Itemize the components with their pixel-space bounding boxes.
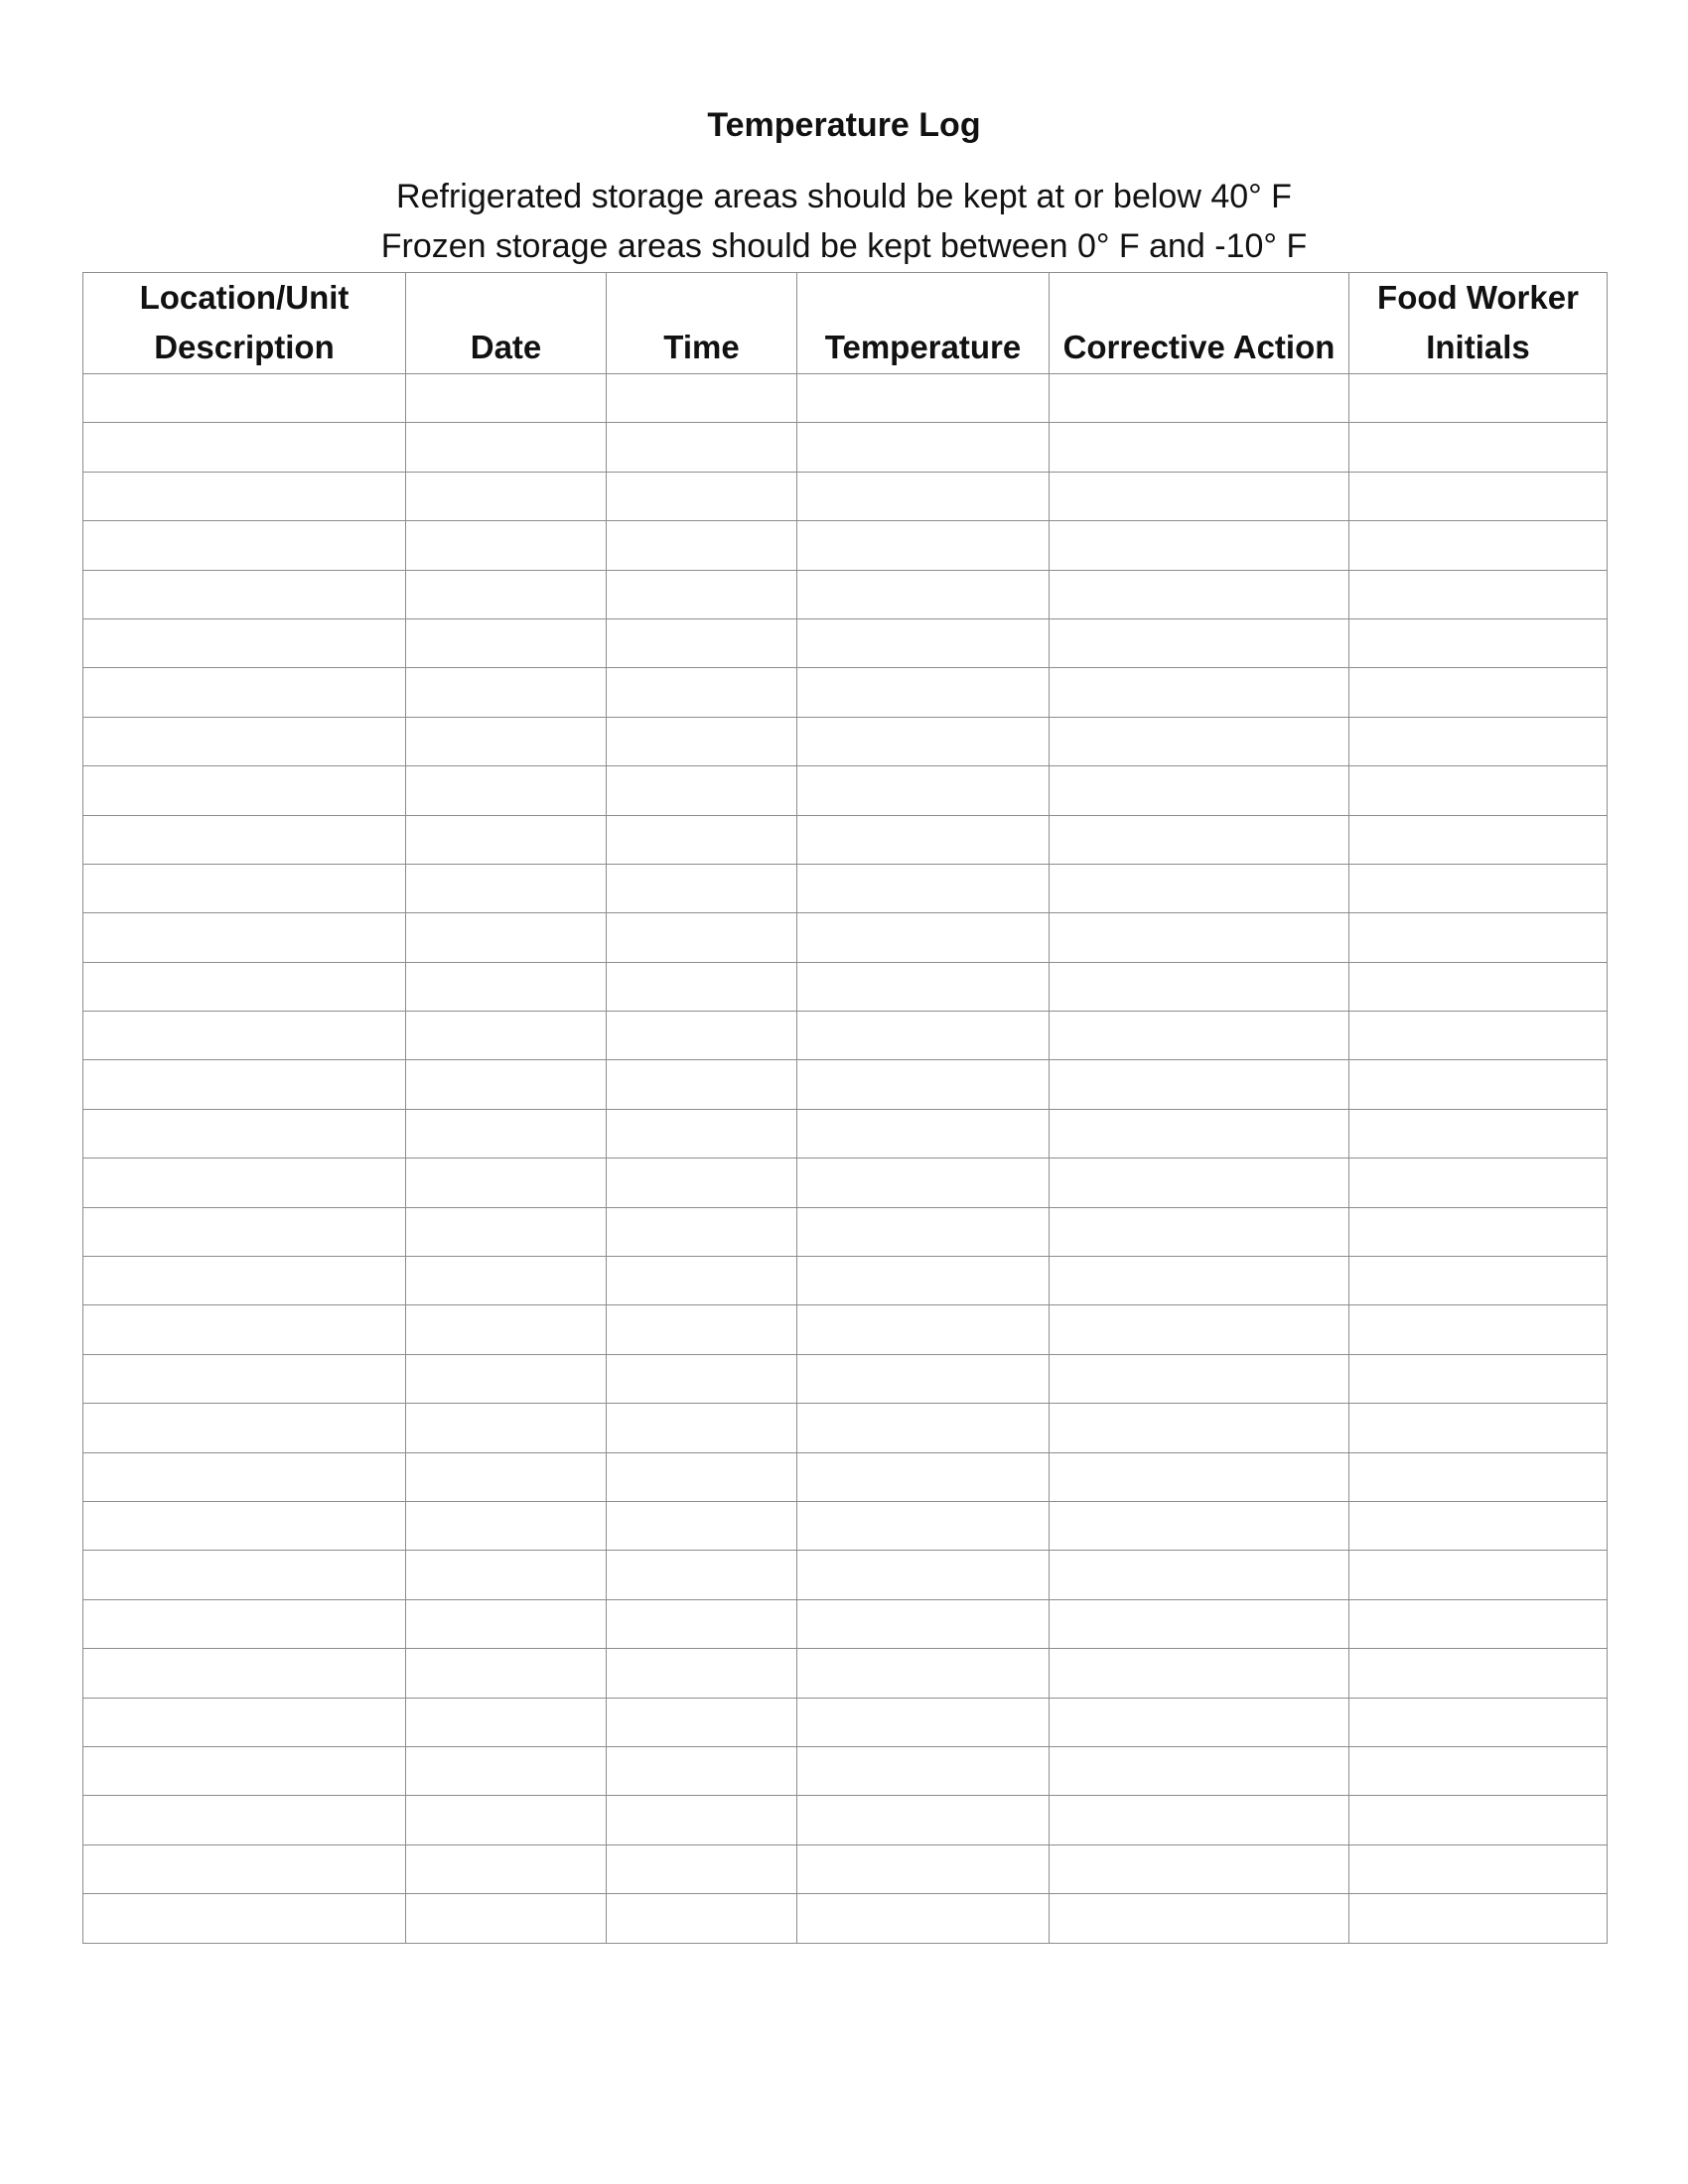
cell-time[interactable] [607,1404,797,1452]
cell-time[interactable] [607,1551,797,1599]
cell-initials[interactable] [1349,668,1608,717]
cell-time[interactable] [607,472,797,520]
cell-corrective-action[interactable] [1050,521,1349,570]
table-row [83,1746,1608,1795]
cell-corrective-action[interactable] [1050,374,1349,423]
cell-initials[interactable] [1349,962,1608,1011]
cell-time[interactable] [607,1305,797,1354]
cell-time[interactable] [607,1354,797,1403]
cell-time[interactable] [607,1109,797,1158]
cell-date[interactable] [406,1354,607,1403]
table-row [83,913,1608,962]
cell-corrective-action[interactable] [1050,1844,1349,1893]
frozen-instruction: Frozen storage areas should be kept between 0° F and -10° F [380,227,1308,265]
cell-initials[interactable] [1349,1796,1608,1844]
cell-date[interactable] [406,1060,607,1109]
cell-initials[interactable] [1349,1698,1608,1746]
cell-temperature[interactable] [797,1012,1050,1060]
cell-corrective-action[interactable] [1050,1207,1349,1256]
cell-corrective-action[interactable] [1050,1599,1349,1648]
table-row [83,1060,1608,1109]
cell-date[interactable] [406,374,607,423]
cell-initials[interactable] [1349,1060,1608,1109]
cell-initials[interactable] [1349,717,1608,765]
cell-date[interactable] [406,717,607,765]
cell-date[interactable] [406,1746,607,1795]
cell-time[interactable] [607,1257,797,1305]
column-header-temperature: Temperature [797,273,1050,374]
cell-date[interactable] [406,1649,607,1698]
cell-temperature[interactable] [797,1159,1050,1207]
table-row [83,1452,1608,1501]
cell-date[interactable] [406,1501,607,1550]
cell-temperature[interactable] [797,1354,1050,1403]
cell-corrective-action[interactable] [1050,1305,1349,1354]
table-header-row [83,273,1608,374]
cell-initials[interactable] [1349,423,1608,472]
cell-time[interactable] [607,423,797,472]
cell-initials[interactable] [1349,864,1608,912]
cell-temperature[interactable] [797,1796,1050,1844]
column-header-date: Date [406,273,607,374]
table-row [83,1305,1608,1354]
cell-location[interactable] [83,1159,406,1207]
table-row [83,1551,1608,1599]
cell-temperature[interactable] [797,668,1050,717]
cell-location[interactable] [83,1796,406,1844]
cell-date[interactable] [406,962,607,1011]
cell-initials[interactable] [1349,913,1608,962]
table-row [83,668,1608,717]
cell-time[interactable] [607,618,797,667]
cell-initials[interactable] [1349,1844,1608,1893]
cell-initials[interactable] [1349,521,1608,570]
cell-time[interactable] [607,815,797,864]
cell-initials[interactable] [1349,618,1608,667]
cell-date[interactable] [406,766,607,815]
cell-temperature[interactable] [797,1257,1050,1305]
cell-time[interactable] [607,1060,797,1109]
cell-time[interactable] [607,1501,797,1550]
cell-temperature[interactable] [797,1649,1050,1698]
cell-location[interactable] [83,1305,406,1354]
cell-location[interactable] [83,1551,406,1599]
cell-temperature[interactable] [797,423,1050,472]
cell-corrective-action[interactable] [1050,962,1349,1011]
temperature-log-table [82,272,1608,1944]
cell-temperature[interactable] [797,1452,1050,1501]
cell-date[interactable] [406,570,607,618]
table-row [83,1207,1608,1256]
cell-initials[interactable] [1349,1354,1608,1403]
cell-temperature[interactable] [797,1501,1050,1550]
cell-location[interactable] [83,374,406,423]
cell-location[interactable] [83,1109,406,1158]
column-header-corrective-action: Corrective Action [1050,273,1349,374]
table-row [83,864,1608,912]
cell-initials[interactable] [1349,1404,1608,1452]
cell-corrective-action[interactable] [1050,1746,1349,1795]
table-row [83,472,1608,520]
cell-corrective-action[interactable] [1050,1894,1349,1943]
cell-temperature[interactable] [797,864,1050,912]
cell-time[interactable] [607,1649,797,1698]
cell-location[interactable] [83,668,406,717]
cell-location[interactable] [83,1257,406,1305]
table-row [83,1109,1608,1158]
cell-corrective-action[interactable] [1050,1501,1349,1550]
cell-location[interactable] [83,618,406,667]
cell-temperature[interactable] [797,1109,1050,1158]
column-header-initials: Food Worker Initials [1349,273,1608,374]
cell-corrective-action[interactable] [1050,1698,1349,1746]
table-row [83,1257,1608,1305]
cell-corrective-action[interactable] [1050,815,1349,864]
column-header-time: Time [607,273,797,374]
cell-corrective-action[interactable] [1050,618,1349,667]
cell-corrective-action[interactable] [1050,668,1349,717]
cell-time[interactable] [607,766,797,815]
cell-location[interactable] [83,1698,406,1746]
cell-location[interactable] [83,1012,406,1060]
cell-initials[interactable] [1349,1649,1608,1698]
cell-time[interactable] [607,1207,797,1256]
cell-time[interactable] [607,1599,797,1648]
cell-corrective-action[interactable] [1050,1404,1349,1452]
cell-location[interactable] [83,1354,406,1403]
table-row [83,717,1608,765]
column-header-location: Location/Unit Description [83,273,406,374]
cell-temperature[interactable] [797,1551,1050,1599]
cell-temperature[interactable] [797,1746,1050,1795]
table-row [83,815,1608,864]
cell-date[interactable] [406,1012,607,1060]
cell-temperature[interactable] [797,1207,1050,1256]
cell-location[interactable] [83,717,406,765]
table-row [83,1844,1608,1893]
cell-initials[interactable] [1349,1746,1608,1795]
cell-corrective-action[interactable] [1050,1159,1349,1207]
cell-location[interactable] [83,766,406,815]
cell-corrective-action[interactable] [1050,1551,1349,1599]
cell-corrective-action[interactable] [1050,1796,1349,1844]
cell-temperature[interactable] [797,472,1050,520]
cell-temperature[interactable] [797,1060,1050,1109]
cell-initials[interactable] [1349,815,1608,864]
cell-date[interactable] [406,1207,607,1256]
cell-initials[interactable] [1349,1012,1608,1060]
cell-date[interactable] [406,1698,607,1746]
cell-corrective-action[interactable] [1050,570,1349,618]
table-row [83,1796,1608,1844]
cell-date[interactable] [406,1599,607,1648]
cell-temperature[interactable] [797,766,1050,815]
cell-time[interactable] [607,962,797,1011]
cell-location[interactable] [83,1207,406,1256]
cell-temperature[interactable] [797,1305,1050,1354]
cell-initials[interactable] [1349,472,1608,520]
cell-date[interactable] [406,913,607,962]
cell-temperature[interactable] [797,570,1050,618]
cell-temperature[interactable] [797,1698,1050,1746]
table-row [83,1649,1608,1698]
cell-corrective-action[interactable] [1050,1012,1349,1060]
cell-corrective-action[interactable] [1050,1354,1349,1403]
table-row [83,1354,1608,1403]
cell-date[interactable] [406,668,607,717]
cell-date[interactable] [406,423,607,472]
table-row [83,1599,1608,1648]
cell-location[interactable] [83,521,406,570]
cell-date[interactable] [406,1894,607,1943]
cell-location[interactable] [83,1599,406,1648]
cell-location[interactable] [83,1844,406,1893]
cell-temperature[interactable] [797,1599,1050,1648]
table-row [83,962,1608,1011]
cell-corrective-action[interactable] [1050,1452,1349,1501]
cell-date[interactable] [406,1109,607,1158]
cell-corrective-action[interactable] [1050,766,1349,815]
cell-location[interactable] [83,913,406,962]
cell-initials[interactable] [1349,1894,1608,1943]
cell-corrective-action[interactable] [1050,423,1349,472]
cell-initials[interactable] [1349,1452,1608,1501]
refrigerated-instruction: Refrigerated storage areas should be kept at or below 40° F [396,178,1292,215]
page-title: Temperature Log [707,106,981,144]
cell-corrective-action[interactable] [1050,717,1349,765]
table-row [83,618,1608,667]
cell-initials[interactable] [1349,1257,1608,1305]
table-row [83,521,1608,570]
cell-temperature[interactable] [797,618,1050,667]
cell-initials[interactable] [1349,1501,1608,1550]
table-row [83,1404,1608,1452]
cell-temperature[interactable] [797,1404,1050,1452]
cell-location[interactable] [83,1452,406,1501]
cell-initials[interactable] [1349,1305,1608,1354]
cell-date[interactable] [406,1404,607,1452]
cell-time[interactable] [607,717,797,765]
cell-initials[interactable] [1349,374,1608,423]
cell-location[interactable] [83,570,406,618]
cell-location[interactable] [83,423,406,472]
cell-date[interactable] [406,1452,607,1501]
cell-temperature[interactable] [797,1894,1050,1943]
cell-time[interactable] [607,913,797,962]
cell-location[interactable] [83,472,406,520]
cell-initials[interactable] [1349,1551,1608,1599]
cell-time[interactable] [607,374,797,423]
cell-initials[interactable] [1349,1109,1608,1158]
cell-time[interactable] [607,668,797,717]
cell-corrective-action[interactable] [1050,1649,1349,1698]
table-row [83,1894,1608,1943]
cell-corrective-action[interactable] [1050,1257,1349,1305]
table-row [83,374,1608,423]
cell-temperature[interactable] [797,815,1050,864]
cell-time[interactable] [607,1844,797,1893]
cell-time[interactable] [607,864,797,912]
cell-initials[interactable] [1349,570,1608,618]
table-row [83,1698,1608,1746]
cell-location[interactable] [83,864,406,912]
cell-date[interactable] [406,1796,607,1844]
cell-time[interactable] [607,1159,797,1207]
cell-location[interactable] [83,1746,406,1795]
cell-initials[interactable] [1349,1159,1608,1207]
cell-temperature[interactable] [797,962,1050,1011]
cell-corrective-action[interactable] [1050,1060,1349,1109]
cell-date[interactable] [406,1551,607,1599]
cell-initials[interactable] [1349,766,1608,815]
cell-time[interactable] [607,1746,797,1795]
table-row [83,1501,1608,1550]
table-row [83,766,1608,815]
cell-temperature[interactable] [797,717,1050,765]
cell-date[interactable] [406,1305,607,1354]
cell-corrective-action[interactable] [1050,472,1349,520]
cell-location[interactable] [83,1894,406,1943]
cell-initials[interactable] [1349,1207,1608,1256]
cell-date[interactable] [406,521,607,570]
cell-time[interactable] [607,1698,797,1746]
cell-corrective-action[interactable] [1050,913,1349,962]
cell-date[interactable] [406,1257,607,1305]
table-row [83,1159,1608,1207]
cell-location[interactable] [83,1404,406,1452]
cell-temperature[interactable] [797,374,1050,423]
cell-temperature[interactable] [797,1844,1050,1893]
cell-date[interactable] [406,864,607,912]
cell-time[interactable] [607,1452,797,1501]
cell-time[interactable] [607,1894,797,1943]
cell-time[interactable] [607,570,797,618]
cell-initials[interactable] [1349,1599,1608,1648]
cell-location[interactable] [83,1649,406,1698]
table-row [83,1012,1608,1060]
log-rows [83,374,1608,1944]
cell-date[interactable] [406,1844,607,1893]
table-row [83,423,1608,472]
cell-location[interactable] [83,815,406,864]
cell-date[interactable] [406,472,607,520]
cell-temperature[interactable] [797,521,1050,570]
cell-date[interactable] [406,1159,607,1207]
cell-location[interactable] [83,962,406,1011]
cell-corrective-action[interactable] [1050,864,1349,912]
cell-time[interactable] [607,1796,797,1844]
cell-corrective-action[interactable] [1050,1109,1349,1158]
cell-location[interactable] [83,1060,406,1109]
cell-time[interactable] [607,521,797,570]
cell-temperature[interactable] [797,913,1050,962]
cell-date[interactable] [406,815,607,864]
cell-location[interactable] [83,1501,406,1550]
cell-time[interactable] [607,1012,797,1060]
cell-date[interactable] [406,618,607,667]
table-row [83,570,1608,618]
